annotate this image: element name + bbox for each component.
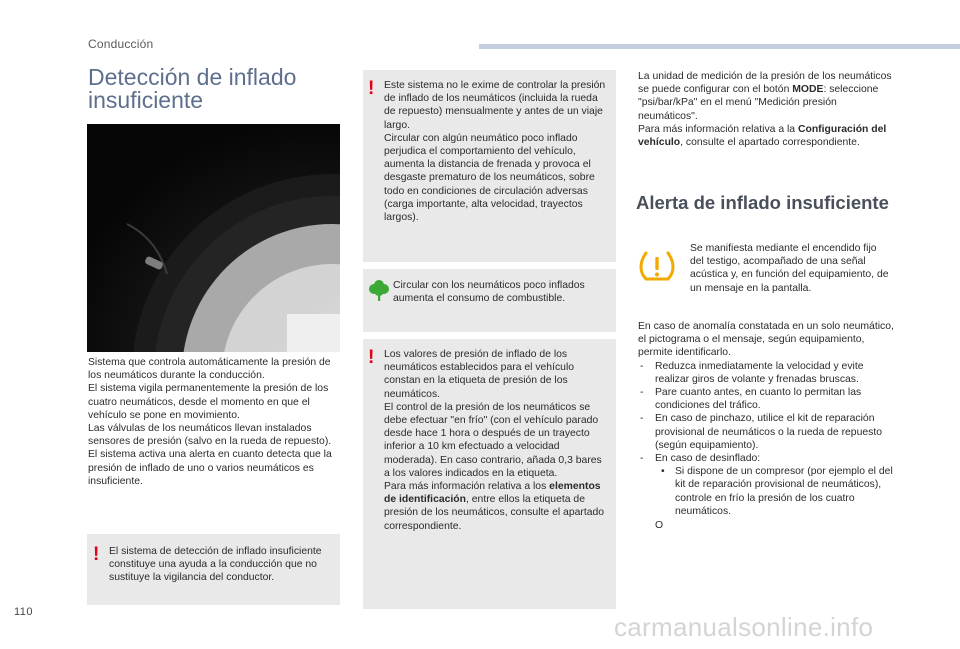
section-label: Conducción [88,37,154,51]
pressure-check-paragraph: Este sistema no le exime de controlar la presión de inflado de los neumáticos (incluida la rueda de repuesto) mensualmente y antes de un viaje largo. [384,80,606,131]
left-paragraph: El sistema vigila permanentemente la presión de los cuatro neumáticos, desde el momento en que el vehículo se pone en movimiento. [88,383,329,421]
tire-pressure-warning-light-icon [638,249,676,283]
tire-label-warning-box [363,339,616,609]
driver-warning-box [87,534,340,605]
left-paragraph: Las válvulas de los neumáticos llevan instalados sensores de presión (salvo en la rueda de repuesto). [88,423,332,448]
tire-label-text-post: , entre ellos la etiqueta de presión de los neumáticos, consulte el apartado correspondiente. [384,494,605,532]
deflation-item-label: En caso de desinflado: [655,453,761,465]
vehicle-config-reference: Configuración del vehículo [638,123,887,149]
action-list [638,360,896,518]
eco-tree-icon [369,279,389,301]
warning-exclamation-icon: ! [368,347,375,368]
header-bar [479,44,960,49]
watermark: carmanualsonline.info [614,612,874,642]
left-paragraph: Sistema que controla automáticamente la presión de los neumáticos durante la conducción. [88,357,331,382]
identification-elements-reference: elementos de identificación [384,481,601,506]
fuel-consumption-box [363,269,616,332]
warning-exclamation-icon: ! [93,544,100,565]
tire-photo [87,124,340,352]
unit-config-text [638,70,896,149]
mode-button-reference: MODE [792,84,824,96]
page-title: Detección de inflado insuficiente [88,64,297,113]
vehicle-config-text-1: Para más información relativa a la [638,123,798,135]
pressure-check-warning-box [363,70,616,262]
alert-description: Se manifiesta mediante el encendido fijo del testigo, acompañado de una señal acústica y, en función del equipamiento, de un mensaje en la pantalla. [690,243,889,294]
pressure-check-paragraph: Circular con algún neumático poco inflado perjudica el comportamiento del vehículo, aumenta la distancia de frenada y provoca el desgaste prematuro de los neumáticos, sobre todo en condiciones de circulación adversas (carga importante, alta velocidad, trayectos largos). [384,132,595,224]
fuel-consumption-text: Circular con los neumáticos poco inflados aumenta el consumo de combustible. [393,280,585,305]
or-label: O [655,520,664,532]
action-item: - En caso de pinchazo, utilice el kit de reparación provisional de neumáticos o la rueda de repuesto (según equipamiento). [638,412,896,452]
anomaly-instructions [638,320,896,532]
anomaly-intro: En caso de anomalía constatada en un solo neumático, el pictograma o el mensaje, según equipamiento, permite identificarlo. [638,321,894,359]
driver-warning-text: El sistema de detección de inflado insuficiente constituye una ayuda a la conducción que no sustituye la vigilancia del conductor. [109,546,322,584]
left-paragraph: El sistema activa una alerta en cuanto detecta que la presión de inflado de uno o varios neumáticos es insuficiente. [88,449,332,487]
unit-config-text-1: La unidad de medición de la presión de los neumáticos se puede configurar con el botón [638,71,892,96]
vehicle-config-text-2: , consulte el apartado correspondiente. [680,137,860,149]
page-number: 110 [14,606,34,618]
pressure-check-text [384,79,609,224]
action-item: - Pare cuanto antes, en cuanto lo permitan las condiciones del tráfico. [638,386,896,412]
tire-label-paragraph [384,480,609,533]
tire-illustration [87,124,340,352]
left-description [88,356,342,488]
vehicle-config-paragraph [638,123,896,149]
warning-exclamation-icon: ! [368,78,375,99]
deflation-sublist [655,465,896,518]
tire-label-paragraph: El control de la presión de los neumáticos se debe efectuar "en frío" (con el vehículo parado desde hace 1 hora o después de un trayecto inferior a 10 km efectuado a velocidad moderada). En caso contrario, añada 0,3 bares a los valores indicados en la etiqueta. [384,401,602,479]
unit-config-text-2: : seleccione "psi/bar/kPa" en el menú "Medición presión neumáticos". [638,84,879,122]
tire-label-text [384,348,609,533]
action-item: - Reduzca inmediatamente la velocidad y evite realizar giros de volante y frenadas bruscas. [638,360,896,386]
unit-config-paragraph [638,70,896,123]
tire-label-text-pre: Para más información relativa a los [384,481,550,493]
alert-section-title: Alerta de inflado insuficiente [636,192,889,213]
deflation-subitem: • Si dispone de un compresor (por ejemplo el del kit de reparación provisional de neumáticos), controle en frío la presión de los cuatro neumáticos. [655,465,896,518]
action-item [638,452,896,518]
tire-label-paragraph: Los valores de presión de inflado de los neumáticos establecidos para el vehículo constan en la etiqueta de presión de los neumáticos. [384,349,575,400]
